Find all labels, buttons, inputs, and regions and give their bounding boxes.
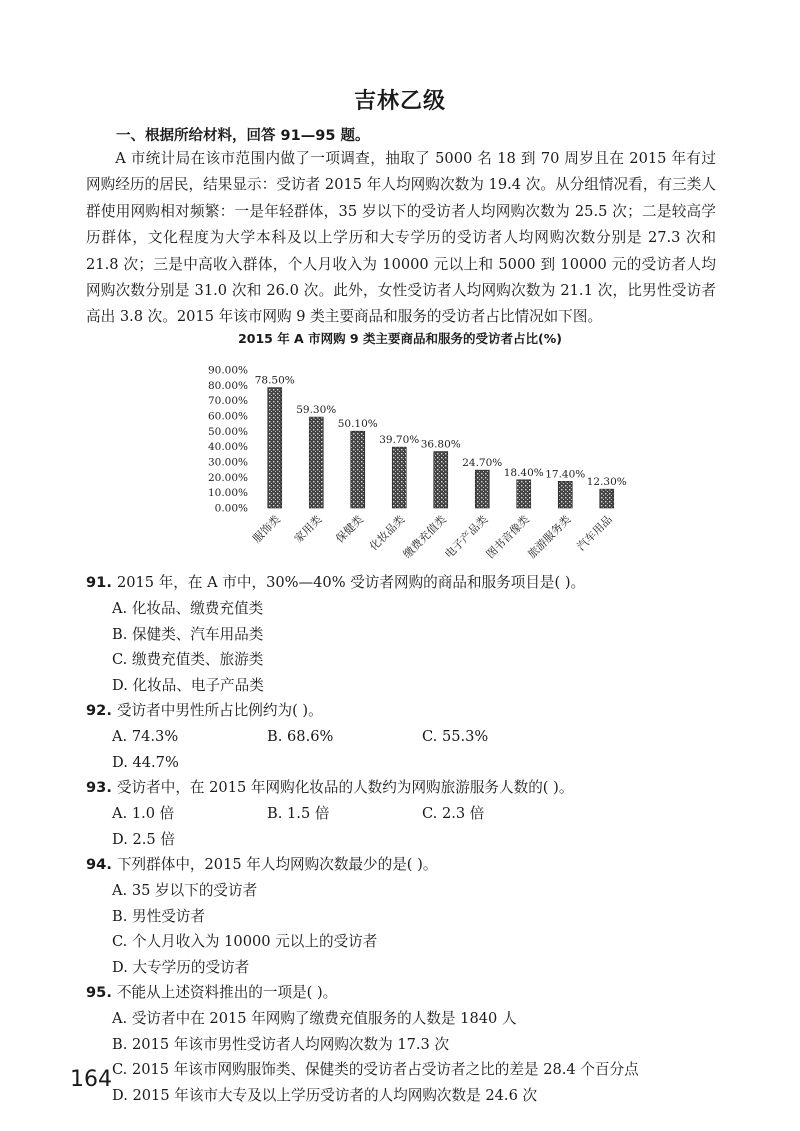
option-d [112,955,712,981]
option-text: 化妆品、电子产品类 [132,676,264,694]
option-b [267,724,422,750]
y-tick-label: 90.00% [207,364,248,377]
y-tick-label: 80.00% [207,379,248,392]
bar [517,480,531,508]
data-label: 39.70% [379,434,420,447]
option-c [112,647,422,673]
option-b [112,1032,712,1058]
option-a [112,878,712,904]
data-label: 50.10% [337,418,378,431]
question-number: 92 . [86,702,117,719]
question-stem: 受访者中男性所占比例约为( )。 [116,702,323,719]
y-tick-label: 30.00% [207,456,248,469]
bar-chart [196,356,627,566]
option-label: B . [267,728,287,745]
y-tick-label: 50.00% [207,425,248,438]
option-list [86,596,726,698]
option-label: B . [112,908,132,925]
question-number: 94 . [86,856,117,873]
data-label: 78.50% [254,374,295,387]
option-a [112,724,267,750]
option-b [112,904,712,930]
bar [392,447,406,508]
bar [268,388,282,508]
option-text: 2.3 倍 [441,805,485,822]
option-text: 受访者中在 2015 年网购了缴费充值服务的人数是 1840 人 [131,1010,517,1027]
option-label: C . [112,1061,132,1078]
option-text: 大专学历的受访者 [132,958,250,976]
question-list [86,570,726,1108]
option-label: A . [112,1010,132,1027]
option-text: 1.0 倍 [131,805,175,822]
bar [351,431,365,508]
question-number: 91 . [86,574,117,591]
option-text: 2.5 倍 [132,830,175,848]
option-d [112,827,267,853]
option-d [112,1083,712,1109]
bar [475,470,489,508]
option-text: 2015 年该市男性受访者人均网购次数为 17.3 次 [132,1035,450,1053]
category-label: 家用类 [291,512,325,546]
option-a [112,596,422,622]
question-number: 95 . [86,984,117,1001]
data-label: 24.70% [462,457,503,470]
category-label: 电子产品类 [442,512,491,562]
question-stem: 下列群体中，2015 年人均网购次数最少的是( )。 [116,856,438,873]
option-a [112,1006,712,1032]
option-text: 保健类、汽车用品类 [132,625,264,643]
option-label: A . [112,600,132,617]
option-text: 44.7% [132,753,179,771]
option-list [86,1006,726,1108]
category-label: 保健类 [333,512,366,546]
option-label: C . [422,728,442,745]
page-number: 164 [70,1067,112,1092]
question-number: 93 . [86,779,117,796]
category-label: 汽车用品 [574,512,615,554]
bar [434,452,448,508]
category-label: 图书音像类 [483,512,532,562]
option-label: D . [112,677,132,694]
material-paragraph: A 市统计局在该市范围内做了一项调查，抽取了 5000 名 18 到 70 周岁且在 2015 年有过网购经历的居民，结果显示：受访者 2015 年人均网购次数为 19.4 次。从分组情况看，有三类人群使用网购相对频繁：一是年轻群体，35 岁以下的受访者人均网购次数为 25.5 次；二是较高学历群体，文化程度为大学本科及以上学历和大专学历的受访者人均网购次数分别是 27.3 次和 21.8 次；三是中高收入群体，个人月收入为 10000 元以上和 5000 到 10000 元的受访者人均网购次数分别是 31.0 次和 26.0 次。此外，女性受访者人均网购次数为 21.1 次，比男性受访者高出 3.8 次。2015 年该市网购 9 类主要商品和服务的受访者占比情况如下图。 [86,150,716,326]
option-label: A . [112,805,132,822]
option-label: C . [112,651,132,668]
data-label: 12.30% [586,476,627,489]
category-label: 缴费充值类 [400,512,449,562]
y-tick-label: 10.00% [207,487,248,500]
option-c [422,724,577,750]
option-label: D . [112,1087,132,1104]
option-text: 1.5 倍 [287,805,330,822]
bar [558,481,572,508]
option-label: D . [112,831,132,848]
question-stem: 不能从上述资料推出的一项是( )。 [116,984,338,1001]
data-label: 17.40% [545,468,586,481]
data-label: 18.40% [503,466,544,479]
option-c [112,1057,712,1083]
page-title: 吉林乙级 [353,89,446,114]
category-label: 化妆品类 [367,512,408,554]
option-d [112,750,267,776]
data-label: 59.30% [296,404,337,417]
section-heading: 一、根据所给材料，回答 91—95 题。 [116,128,370,144]
option-text: 2015 年该市大专及以上学历受访者的人均网购次数是 24.6 次 [132,1086,538,1104]
option-label: C . [422,805,442,822]
y-tick-label: 40.00% [207,441,248,454]
option-b [267,801,422,827]
option-label: D . [112,754,132,771]
option-label: D . [112,959,132,976]
option-text: 35 岁以下的受访者 [131,882,258,899]
y-tick-label: 70.00% [207,395,248,408]
category-label: 服饰类 [250,512,283,546]
option-d [112,673,422,699]
option-label: B . [112,626,132,643]
option-text: 缴费充值类、旅游类 [131,651,264,668]
question-93 [86,775,726,801]
question-94 [86,852,726,878]
bar [600,489,614,508]
question-stem: 2015 年，在 A 市中，30%—40% 受访者网购的商品和服务项目是( )。 [116,574,586,591]
option-label: C . [112,933,132,950]
category-label: 旅游服务类 [525,512,574,562]
option-label: B . [267,805,287,822]
chart-title: 2015 年 A 市网购 9 类主要商品和服务的受访者占比(%) [238,331,562,346]
question-stem: 受访者中，在 2015 年网购化妆品的人数约为网购旅游服务人数的( )。 [116,779,574,796]
option-text: 2015 年该市网购服饰类、保健类的受访者占受访者之比的差是 28.4 个百分点 [131,1061,639,1078]
option-c [112,929,712,955]
option-label: A . [112,882,132,899]
option-text: 化妆品、缴费充值类 [131,600,264,617]
data-label: 36.80% [420,438,461,451]
y-tick-label: 0.00% [214,502,248,515]
question-92 [86,698,726,724]
option-label: B . [112,1036,132,1053]
option-list [86,801,726,852]
option-text: 55.3% [441,728,489,745]
question-95 [86,980,726,1006]
question-91 [86,570,726,596]
option-a [112,801,267,827]
option-text: 74.3% [131,728,179,745]
option-text: 个人月收入为 10000 元以上的受访者 [131,933,378,950]
option-text: 男性受访者 [132,907,205,925]
option-c [422,801,577,827]
y-tick-label: 60.00% [207,410,248,423]
option-b [112,622,422,648]
option-text: 68.6% [287,728,334,745]
option-label: A . [112,728,132,745]
y-tick-label: 20.00% [207,471,248,484]
bar [309,417,323,508]
option-list [86,724,726,775]
option-list [86,878,726,980]
